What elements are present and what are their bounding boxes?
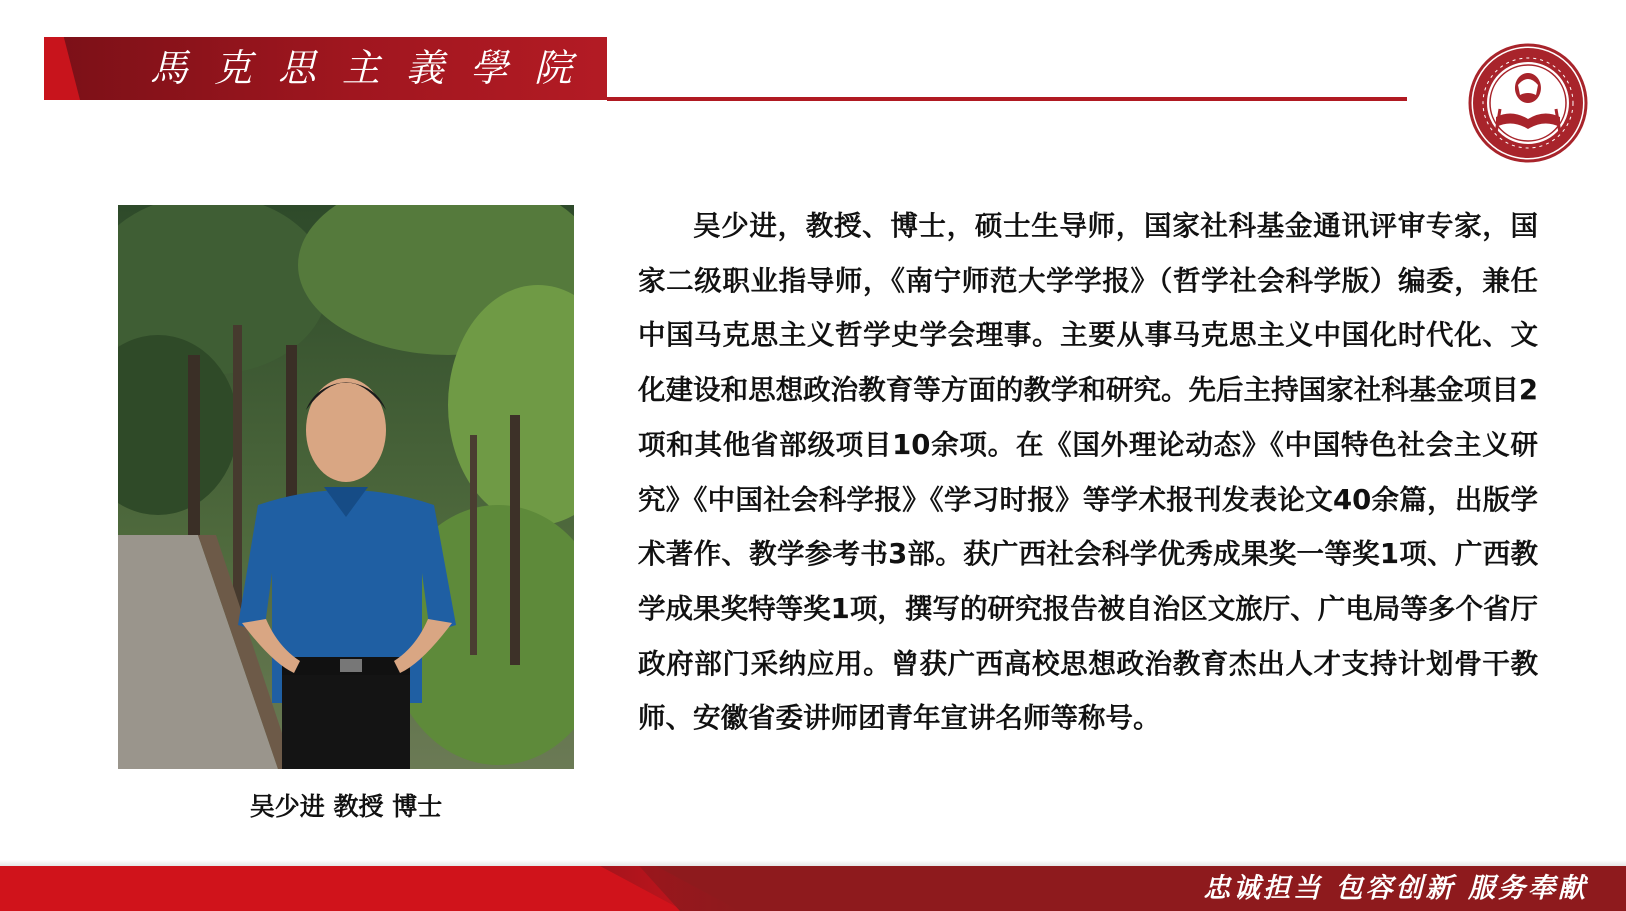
footer-red-band: [0, 866, 680, 911]
portrait-photo: [118, 205, 574, 769]
header-divider: [607, 97, 1407, 101]
biography-text: 吴少进，教授、博士，硕士生导师，国家社科基金通讯评审专家，国家二级职业指导师，《南宁师范大学学报》（哲学社会科学版）编委，兼任中国马克思主义哲学史学会理事。主要从事马克思主义中国化时代化、文化建设和思想政治教育等方面的教学和研究。先后主持国家社科基金项目2项和其他省部级项目10余项。在《国外理论动态》《中国特色社会主义研究》《中国社会科学报》《学习时报》等学术报刊发表论文40余篇，出版学术著作、教学参考书3部。获广西社会科学优秀成果奖一等奖1项、广西教学成果奖特等奖1项，撰写的研究报告被自治区文旅厅、广电局等多个省厅政府部门采纳应用。曾获广西高校思想政治教育杰出人才支持计划骨干教师、安徽省委讲师团青年宣讲名师等称号。: [638, 210, 1538, 735]
school-emblem-icon: [1468, 43, 1588, 163]
footer-slogan: 忠诚担当 包容创新 服务奉献: [1203, 873, 1588, 904]
photo-caption: 吴少进 教授 博士: [249, 792, 443, 821]
page-title: 馬克思主義學院: [150, 46, 599, 90]
